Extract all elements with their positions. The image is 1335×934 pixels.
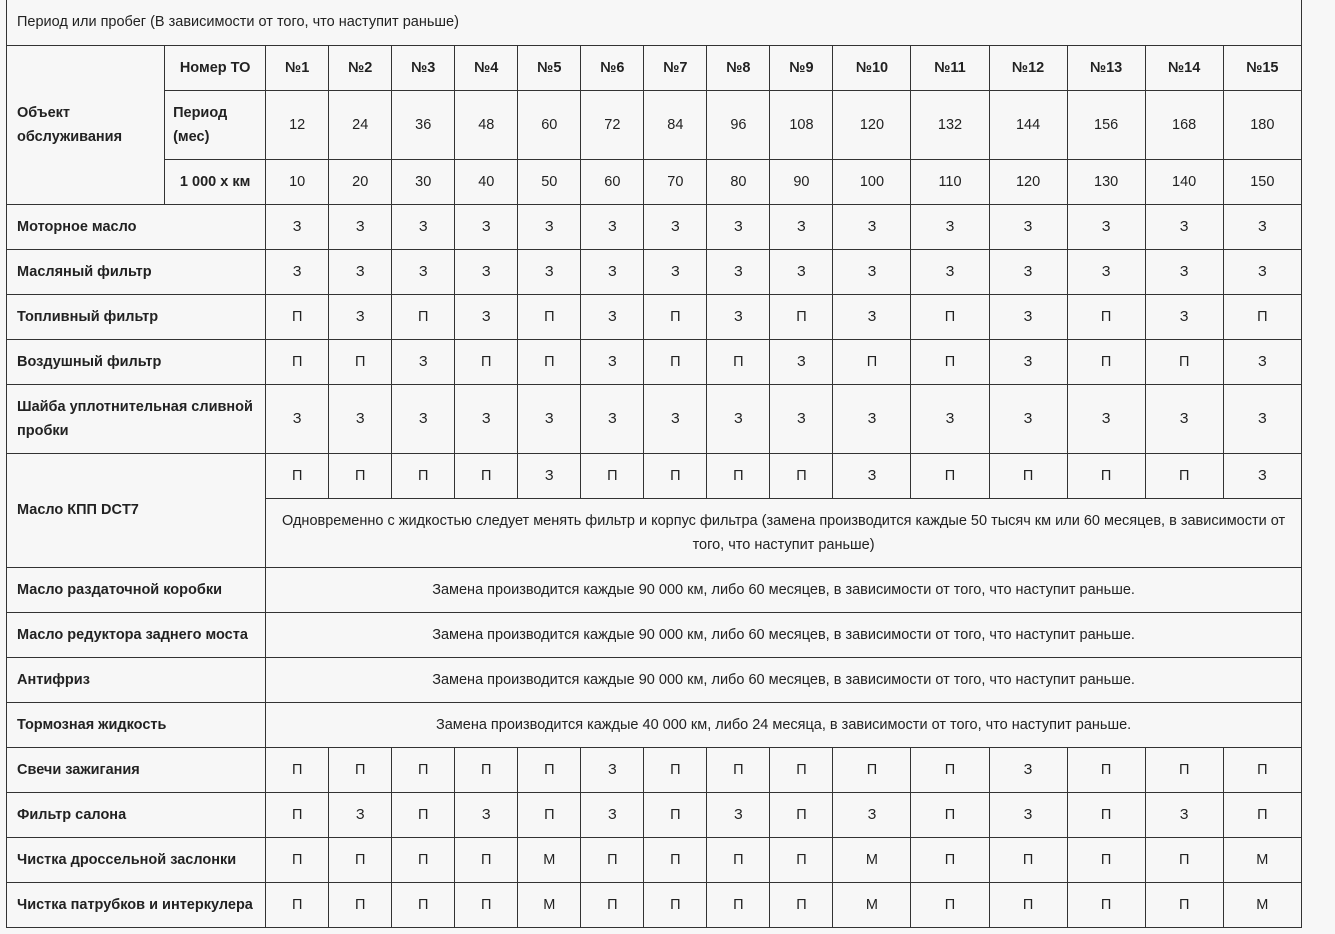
row-value: З xyxy=(989,792,1067,837)
row-value: П xyxy=(266,453,329,498)
km-value: 60 xyxy=(581,159,644,204)
row-value: З xyxy=(644,384,707,453)
table-row xyxy=(7,882,1302,927)
row-value: З xyxy=(644,204,707,249)
row-value: П xyxy=(266,792,329,837)
row-value: П xyxy=(329,837,392,882)
period-value: 108 xyxy=(770,90,833,159)
header-row-period xyxy=(7,90,1302,159)
row-value: М xyxy=(833,882,911,927)
row-value: З xyxy=(989,249,1067,294)
period-label: Период (мес) xyxy=(165,90,266,159)
row-label: Масляный фильтр xyxy=(7,249,266,294)
row-value: З xyxy=(1223,249,1301,294)
km-value: 130 xyxy=(1067,159,1145,204)
row-value: П xyxy=(518,339,581,384)
row-value: З xyxy=(392,339,455,384)
table-row xyxy=(7,294,1302,339)
km-value: 10 xyxy=(266,159,329,204)
period-value: 36 xyxy=(392,90,455,159)
period-value: 180 xyxy=(1223,90,1301,159)
row-value: З xyxy=(1223,384,1301,453)
row-value: П xyxy=(707,882,770,927)
table-row xyxy=(7,657,1302,702)
caption-row xyxy=(7,0,1302,45)
row-value: П xyxy=(644,792,707,837)
row-value: З xyxy=(581,339,644,384)
km-value: 100 xyxy=(833,159,911,204)
row-label: Масло КПП DCT7 xyxy=(7,453,266,567)
row-value: З xyxy=(770,204,833,249)
row-value: З xyxy=(518,249,581,294)
period-value: 60 xyxy=(518,90,581,159)
row-value: З xyxy=(581,384,644,453)
row-value: З xyxy=(833,384,911,453)
maintenance-schedule xyxy=(6,0,1302,928)
table-row xyxy=(7,792,1302,837)
row-note: Замена производится каждые 40 000 км, либо 24 месяца, в зависимости от того, что наступит раньше. xyxy=(266,702,1302,747)
row-value: З xyxy=(329,384,392,453)
object-header: Объект обслуживания xyxy=(7,45,165,204)
row-value: П xyxy=(770,453,833,498)
row-value: П xyxy=(1067,792,1145,837)
row-value: П xyxy=(266,294,329,339)
row-value: П xyxy=(581,837,644,882)
row-value: З xyxy=(707,249,770,294)
period-value: 24 xyxy=(329,90,392,159)
km-value: 90 xyxy=(770,159,833,204)
to-number: №15 xyxy=(1223,45,1301,90)
row-value: П xyxy=(266,339,329,384)
km-value: 80 xyxy=(707,159,770,204)
row-label: Шайба уплотнительная сливной пробки xyxy=(7,384,266,453)
row-value: З xyxy=(707,294,770,339)
row-value: П xyxy=(989,882,1067,927)
to-number: №2 xyxy=(329,45,392,90)
row-value: П xyxy=(770,837,833,882)
table-row xyxy=(7,384,1302,453)
row-value: З xyxy=(911,249,989,294)
row-value: П xyxy=(1067,294,1145,339)
row-value: П xyxy=(644,294,707,339)
row-value: М xyxy=(1223,882,1301,927)
row-value: П xyxy=(1223,792,1301,837)
row-value: З xyxy=(770,339,833,384)
to-number: №4 xyxy=(455,45,518,90)
row-value: П xyxy=(707,339,770,384)
to-number: №12 xyxy=(989,45,1067,90)
row-value: П xyxy=(455,453,518,498)
row-value: З xyxy=(1067,249,1145,294)
row-value: З xyxy=(392,204,455,249)
row-value: П xyxy=(770,792,833,837)
row-note: Замена производится каждые 90 000 км, либо 60 месяцев, в зависимости от того, что наступит раньше. xyxy=(266,657,1302,702)
row-value: М xyxy=(1223,837,1301,882)
row-value: П xyxy=(1067,747,1145,792)
to-number: №8 xyxy=(707,45,770,90)
row-value: З xyxy=(989,384,1067,453)
row-value: З xyxy=(833,294,911,339)
row-label: Масло редуктора заднего моста xyxy=(7,612,266,657)
to-number: №14 xyxy=(1145,45,1223,90)
km-value: 140 xyxy=(1145,159,1223,204)
row-value: З xyxy=(770,249,833,294)
row-value: П xyxy=(329,747,392,792)
row-value: З xyxy=(266,249,329,294)
row-value: П xyxy=(329,453,392,498)
row-value: З xyxy=(581,294,644,339)
row-value: П xyxy=(644,882,707,927)
table-row xyxy=(7,837,1302,882)
row-value: З xyxy=(644,249,707,294)
row-value: П xyxy=(911,294,989,339)
row-value: П xyxy=(266,747,329,792)
km-label: 1 000 х км xyxy=(165,159,266,204)
row-value: П xyxy=(911,453,989,498)
row-label: Воздушный фильтр xyxy=(7,339,266,384)
row-value: П xyxy=(455,882,518,927)
row-value: П xyxy=(770,747,833,792)
row-value: М xyxy=(518,837,581,882)
row-value: З xyxy=(833,453,911,498)
row-value: П xyxy=(644,453,707,498)
row-value: П xyxy=(581,453,644,498)
maintenance-table xyxy=(6,0,1302,928)
row-value: П xyxy=(266,882,329,927)
row-note: Замена производится каждые 90 000 км, либо 60 месяцев, в зависимости от того, что наступит раньше. xyxy=(266,567,1302,612)
row-value: П xyxy=(1145,747,1223,792)
period-value: 72 xyxy=(581,90,644,159)
table-row xyxy=(7,567,1302,612)
period-value: 84 xyxy=(644,90,707,159)
period-value: 168 xyxy=(1145,90,1223,159)
row-value: З xyxy=(581,249,644,294)
to-number: №10 xyxy=(833,45,911,90)
period-value: 96 xyxy=(707,90,770,159)
row-value: П xyxy=(707,453,770,498)
row-value: П xyxy=(518,747,581,792)
row-value: П xyxy=(455,747,518,792)
row-value: З xyxy=(329,294,392,339)
row-value: П xyxy=(1145,837,1223,882)
row-value: З xyxy=(989,339,1067,384)
row-value: З xyxy=(833,249,911,294)
row-value: З xyxy=(1145,294,1223,339)
row-value: З xyxy=(518,453,581,498)
row-value: П xyxy=(266,837,329,882)
row-value: М xyxy=(833,837,911,882)
km-value: 110 xyxy=(911,159,989,204)
km-value: 70 xyxy=(644,159,707,204)
km-value: 40 xyxy=(455,159,518,204)
to-number-label: Номер ТО xyxy=(165,45,266,90)
row-value: П xyxy=(770,882,833,927)
row-value: М xyxy=(518,882,581,927)
row-label: Моторное масло xyxy=(7,204,266,249)
period-value: 48 xyxy=(455,90,518,159)
km-value: 20 xyxy=(329,159,392,204)
row-label: Антифриз xyxy=(7,657,266,702)
row-value: З xyxy=(455,294,518,339)
row-value: П xyxy=(455,339,518,384)
row-value: П xyxy=(707,747,770,792)
row-label: Масло раздаточной коробки xyxy=(7,567,266,612)
table-caption: Период или пробег (В зависимости от того, что наступит раньше) xyxy=(7,0,1302,45)
row-value: П xyxy=(989,837,1067,882)
row-value: П xyxy=(911,792,989,837)
row-value: З xyxy=(266,384,329,453)
to-number: №5 xyxy=(518,45,581,90)
row-value: З xyxy=(1223,204,1301,249)
row-value: П xyxy=(770,294,833,339)
row-value: П xyxy=(1067,453,1145,498)
row-value: З xyxy=(989,204,1067,249)
row-label: Свечи зажигания xyxy=(7,747,266,792)
row-value: П xyxy=(581,882,644,927)
period-value: 12 xyxy=(266,90,329,159)
row-value: П xyxy=(911,747,989,792)
row-value: З xyxy=(455,792,518,837)
table-row xyxy=(7,702,1302,747)
km-value: 50 xyxy=(518,159,581,204)
to-number: №9 xyxy=(770,45,833,90)
row-value: П xyxy=(911,882,989,927)
row-value: З xyxy=(707,384,770,453)
row-value: З xyxy=(1223,339,1301,384)
row-value: З xyxy=(581,792,644,837)
to-number: №1 xyxy=(266,45,329,90)
row-value: П xyxy=(518,294,581,339)
row-value: П xyxy=(392,792,455,837)
row-value: П xyxy=(833,339,911,384)
row-value: П xyxy=(644,747,707,792)
row-label: Фильтр салона xyxy=(7,792,266,837)
row-value: П xyxy=(989,453,1067,498)
row-value: З xyxy=(329,204,392,249)
row-value: З xyxy=(989,294,1067,339)
row-value: П xyxy=(1145,339,1223,384)
row-value: З xyxy=(518,204,581,249)
period-value: 156 xyxy=(1067,90,1145,159)
table-row xyxy=(7,747,1302,792)
row-value: З xyxy=(581,204,644,249)
row-value: П xyxy=(518,792,581,837)
row-value: З xyxy=(1145,384,1223,453)
to-number: №11 xyxy=(911,45,989,90)
row-value: З xyxy=(1145,249,1223,294)
row-value: З xyxy=(329,792,392,837)
row-value: П xyxy=(455,837,518,882)
row-value: П xyxy=(1223,294,1301,339)
row-value: П xyxy=(644,339,707,384)
period-value: 144 xyxy=(989,90,1067,159)
km-value: 150 xyxy=(1223,159,1301,204)
row-value: П xyxy=(392,453,455,498)
row-value: З xyxy=(833,792,911,837)
row-label: Чистка дроссельной заслонки xyxy=(7,837,266,882)
row-value: З xyxy=(392,384,455,453)
row-value: П xyxy=(707,837,770,882)
row-value: З xyxy=(581,747,644,792)
period-value: 132 xyxy=(911,90,989,159)
row-value: З xyxy=(455,249,518,294)
row-value: П xyxy=(392,837,455,882)
row-value: З xyxy=(707,792,770,837)
to-number: №6 xyxy=(581,45,644,90)
header-row-to xyxy=(7,45,1302,90)
row-value: З xyxy=(329,249,392,294)
row-value: П xyxy=(644,837,707,882)
table-row xyxy=(7,612,1302,657)
km-value: 120 xyxy=(989,159,1067,204)
row-value: З xyxy=(770,384,833,453)
row-value: П xyxy=(1223,747,1301,792)
row-value: П xyxy=(392,747,455,792)
table-row xyxy=(7,453,1302,498)
row-value: П xyxy=(392,882,455,927)
row-value: П xyxy=(833,747,911,792)
to-number: №3 xyxy=(392,45,455,90)
row-value: З xyxy=(911,204,989,249)
row-value: З xyxy=(518,384,581,453)
row-value: П xyxy=(329,339,392,384)
km-value: 30 xyxy=(392,159,455,204)
row-value: П xyxy=(1145,882,1223,927)
period-value: 120 xyxy=(833,90,911,159)
dct-note: Одновременно с жидкостью следует менять фильтр и корпус фильтра (замена производится каждые 50 тысяч км или 60 месяцев, в зависимости от того, что наступит раньше) xyxy=(266,498,1302,567)
to-number: №13 xyxy=(1067,45,1145,90)
row-label: Топливный фильтр xyxy=(7,294,266,339)
row-value: П xyxy=(911,837,989,882)
row-note: Замена производится каждые 90 000 км, либо 60 месяцев, в зависимости от того, что наступит раньше. xyxy=(266,612,1302,657)
row-value: З xyxy=(1067,204,1145,249)
row-value: З xyxy=(455,204,518,249)
row-value: З xyxy=(455,384,518,453)
row-value: З xyxy=(1067,384,1145,453)
row-value: З xyxy=(1223,453,1301,498)
row-value: З xyxy=(392,249,455,294)
row-value: П xyxy=(329,882,392,927)
row-label: Тормозная жидкость xyxy=(7,702,266,747)
row-value: П xyxy=(1067,882,1145,927)
row-label: Чистка патрубков и интеркулера xyxy=(7,882,266,927)
row-value: З xyxy=(1145,204,1223,249)
row-value: З xyxy=(989,747,1067,792)
row-value: З xyxy=(1145,792,1223,837)
row-value: П xyxy=(392,294,455,339)
row-value: З xyxy=(911,384,989,453)
table-row xyxy=(7,204,1302,249)
to-number: №7 xyxy=(644,45,707,90)
row-value: П xyxy=(1145,453,1223,498)
row-value: З xyxy=(266,204,329,249)
table-row xyxy=(7,249,1302,294)
row-value: З xyxy=(707,204,770,249)
row-value: П xyxy=(911,339,989,384)
table-row xyxy=(7,339,1302,384)
row-value: З xyxy=(833,204,911,249)
header-row-km xyxy=(7,159,1302,204)
row-value: П xyxy=(1067,339,1145,384)
row-value: П xyxy=(1067,837,1145,882)
